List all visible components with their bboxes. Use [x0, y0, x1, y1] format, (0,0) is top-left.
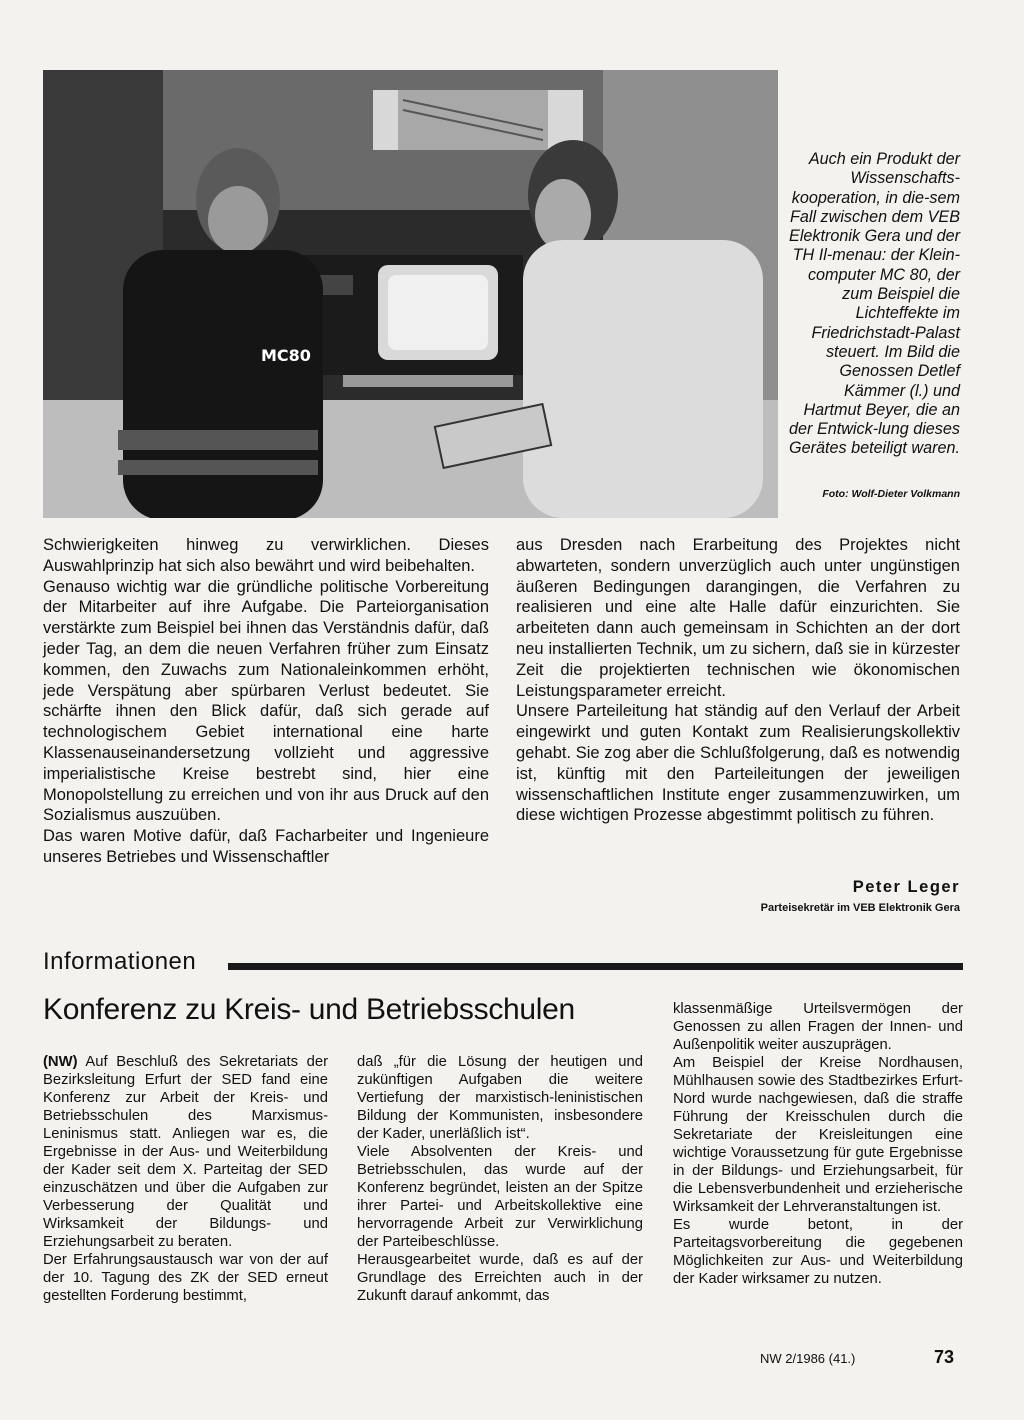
news-paragraph: Der Erfahrungsaustausch war von der auf der 10. Tagung des ZK der SED erneut gestellten Forderung bestimmt,: [43, 1252, 328, 1304]
page-number: 73: [934, 1347, 955, 1367]
news-paragraph: [43, 1053, 328, 1251]
article-column-1: [43, 535, 489, 868]
article-paragraph: aus Dresden nach Erarbeitung des Projektes nicht abwarteten, sondern unverzüglich auch unter ungünstigen äußeren Bedingungen darangingen, die Verfahren zu realisieren und eine alte Halle dafür einzurichten. Sie arbeiteten dann auch gemeinsam in Schichten an der dort neu installierten Technik, um zu sichern, daß sie in kürzester Zeit die projektierten technischen wie ökonomischen Leistungsparameter erreicht.: [516, 536, 960, 700]
news-paragraph: Herausgearbeitet wurde, daß es auf der Grundlage des Erreichten auch in der Zukunft darauf ankommt, das: [357, 1252, 643, 1304]
article-paragraph: Das waren Motive dafür, daß Facharbeiter und Ingenieure unseres Betriebes und Wissenschaftler: [43, 827, 489, 866]
news-column-1: [43, 1053, 328, 1305]
computer-brand-label: MC80: [261, 346, 311, 365]
news-paragraph: klassenmäßige Urteilsvermögen der Genossen zu allen Fragen der Innen- und Außenpolitik weiter auszuprägen.: [673, 1001, 963, 1053]
news-paragraph: Am Beispiel der Kreise Nordhausen, Mühlhausen sowie des Stadtbezirkes Erfurt-Nord wurde nachgewiesen, daß die straffe Führung der Kreisschulen durch die Sekretariate der Kreisleitungen eine wichtige Voraussetzung für gute Ergebnisse in der Bildungs- und Erziehungsarbeit, für die Lebensverbundenheit und erzieherische Wirksamkeit der Lehrveranstaltungen ist.: [673, 1055, 963, 1215]
news-paragraph: daß „für die Lösung der heutigen und zukünftigen Aufgaben die weitere Vertiefung der marxistisch-leninistischen Bildung der Kommunisten, insbesondere der Kader, unerläßlich ist“.: [357, 1054, 643, 1142]
news-paragraph: Es wurde betont, in der Parteitagsvorbereitung die gegebenen Möglichkeiten zur Aus- und Weiterbildung der Kader wirksamer zu nutzen.: [673, 1217, 963, 1287]
photo-illustration: [43, 70, 778, 518]
article-paragraph: Schwierigkeiten hinweg zu verwirklichen. Dieses Auswahlprinzip hat sich also bewährt und wird beibehalten.: [43, 536, 489, 575]
news-paragraph: Viele Absolventen der Kreis- und Betriebsschulen, das wurde auf der Konferenz begründet, leisten an der Spitze ihrer Partei- und Arbeitskollektive eine hervorragende Arbeit zur Verwirklichung der Parteibeschlüsse.: [357, 1144, 643, 1250]
lead-tag: (NW): [43, 1054, 78, 1070]
news-paragraph-text: Auf Beschluß des Sekretariats der Bezirksleitung Erfurt der SED fand eine Konferenz zur Arbeit der Kreis- und Betriebsschulen des Marxismus-Leninismus statt. Anliegen war es, die Ergebnisse in der Aus- und Weiterbildung der Kader seit dem X. Parteitag der SED einzuschätzen und über die Aufgaben zur Verbesserung der Qualität und Wirksamkeit der Bildungs- und Erziehungsarbeit zu beraten.: [43, 1054, 328, 1250]
article-author-role: Parteisekretär im VEB Elektronik Gera: [760, 902, 960, 914]
photo: [43, 70, 778, 518]
article-paragraph: Unsere Parteileitung hat ständig auf den Verlauf der Arbeit eingewirkt und guten Kontakt zum Realisierungskollektiv gehabt. Sie zog aber die Schlußfolgerung, daß es notwendig ist, künftig mit den Parteileitungen der jeweiligen wissenschaftlichen Institute enger zusammenzuwirken, um diese wichtigen Prozesse abgestimmt politisch zu führen.: [516, 702, 960, 825]
article-column-2: [516, 535, 960, 826]
article-author: Peter Leger: [852, 878, 960, 896]
news-headline: Konferenz zu Kreis- und Betriebsschulen: [43, 993, 575, 1026]
section-divider: [228, 963, 963, 970]
photo-caption: Auch ein Produkt der Wissenschafts-kooperation, in die-sem Fall zwischen dem VEB Elektronik Gera und der TH Il-menau: der Klein-computer MC 80, der zum Beispiel die Lichteffekte im Friedrichstadt-Palast steuert. Im Bild die Genossen Detlef Kämmer (l.) und Hartmut Beyer, die an der Entwick-lung dieses Gerätes beteiligt waren.: [789, 150, 960, 458]
article-paragraph: Genauso wichtig war die gründliche politische Vorbereitung der Mitarbeiter auf ihre Aufgabe. Die Parteiorganisation verstärkte zum Beispiel bei ihnen das Verständnis dafür, daß jeder Tag, an dem die neuen Verfahren früher zum Einsatz kommen, den Zuwachs zum Nationaleinkommen erhöht, jede Verspätung aber spürbaren Verlust bedeutet. Sie schärfte ihnen den Blick dafür, daß sich gerade auf technologischem Gebiet international eine harte Klassenauseinandersetzung vollzieht und aggressive imperialistische Kreise bestrebt sind, hier eine Monopolstellung zu erreichen und von ihr aus Druck auf den Sozialismus auszuüben.: [43, 577, 489, 825]
section-label: Informationen: [43, 948, 197, 975]
issue-label: NW 2/1986 (41.): [760, 1351, 856, 1366]
news-column-3: [673, 1000, 963, 1288]
photo-credit: Foto: Wolf-Dieter Volkmann: [822, 488, 960, 500]
news-column-2: [357, 1053, 643, 1305]
